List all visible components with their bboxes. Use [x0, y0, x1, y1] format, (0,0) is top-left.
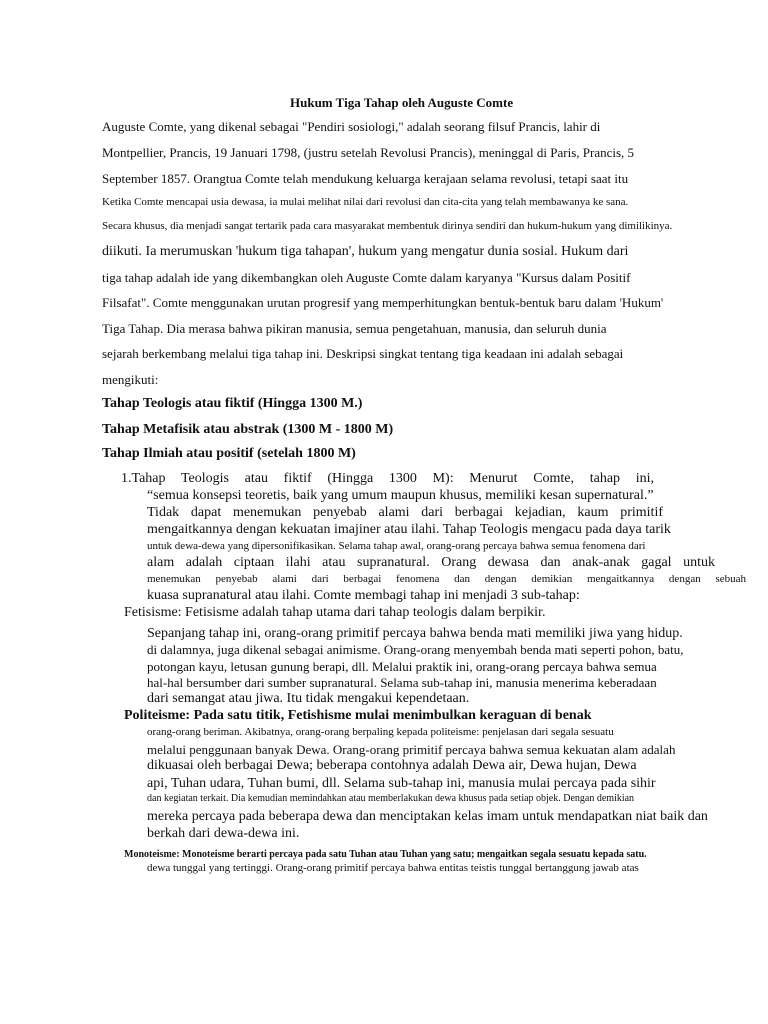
monoteisme-line-1: Monoteisme: Monoteisme berarti percaya pada satu Tuhan atau Tuhan yang satu; mengaitkan segala sesuatu kepada satu. — [124, 849, 647, 860]
intro-line-6: diikuti. Ia merumuskan 'hukum tiga tahapan', hukum yang mengatur dunia sosial. Hukum dari — [102, 244, 629, 259]
fetisisme-line-2: Sepanjang tahap ini, orang-orang primitif percaya bahwa benda mati memiliki jiwa yang hidup. — [147, 626, 683, 641]
politeisme-line-4: dikuasai oleh berbagai Dewa; beberapa contohnya adalah Dewa air, Dewa hujan, Dewa — [147, 758, 637, 773]
fetisisme-line-6: dari semangat atau jiwa. Itu tidak mengakui kependetaan. — [147, 691, 470, 706]
politeisme-item — [124, 708, 591, 724]
stage-heading-metaphysical: Tahap Metafisik atau abstrak (1300 M - 1800 M) — [102, 422, 394, 437]
intro-line-9: Tiga Tahap. Dia merasa bahwa pikiran manusia, semua pengetahuan, manusia, dan seluruh dunia — [102, 321, 607, 336]
intro-line-2: Montpellier, Prancis, 19 Januari 1798, (justru setelah Revolusi Prancis), meninggal di Paris, Prancis, 5 — [102, 145, 635, 160]
politeisme-line-6: dan kegiatan terkait. Dia kemudian memindahkan atau memberlakukan dewa khusus pada setiap objek. Dengan demikian — [147, 793, 635, 804]
fetisisme-line-3: di dalamnya, juga dikenal sebagai animisme. Orang-orang menyembah benda mati seperti pohon, batu, — [147, 642, 684, 657]
intro-line-4: Ketika Comte mencapai usia dewasa, ia mulai melihat nilai dari revolusi dan cita-cita yang telah membawanya ke sana. — [102, 196, 629, 208]
politeisme-line-7: mereka percaya pada beberapa dewa dan menciptakan kelas imam untuk mendapatkan niat baik dan — [147, 809, 708, 824]
politeisme-line-1: Politeisme: Pada satu titik, Fetishisme mulai menimbulkan keraguan di benak — [124, 708, 592, 723]
politeisme-line-8: berkah dari dewa-dewa ini. — [147, 826, 300, 841]
fetisisme-line-1: Fetisisme: Fetisisme adalah tahap utama dari tahap teologis dalam berpikir. — [124, 605, 546, 620]
intro-line-10: sejarah berkembang melalui tiga tahap ini. Deskripsi singkat tentang tiga keadaan ini adalah sebagai — [102, 346, 624, 361]
fetisisme-line-5: hal-hal bersumber dari sumber supranatural. Selama sub-tahap ini, manusia menerima keberadaan — [147, 675, 657, 690]
intro-line-5: Secara khusus, dia menjadi sangat tertarik pada cara masyarakat membentuk dirinya sendiri dan hukum-hukum yang dimilikinya. — [102, 220, 673, 232]
politeisme-line-3: melalui penggunaan banyak Dewa. Orang-orang primitif percaya bahwa semua kekuatan alam adalah — [147, 742, 676, 757]
fetisisme-line-4: potongan kayu, letusan gunung berapi, dll. Melalui praktik ini, orang-orang percaya bahwa semua — [147, 659, 657, 674]
intro-line-3: September 1857. Orangtua Comte telah mendukung keluarga kerajaan selama revolusi, tetapi saat itu — [102, 171, 629, 186]
item1-line-2: “semua konsepsi teoretis, baik yang umum maupun khusus, memiliki kesan supernatural.” — [147, 488, 654, 503]
monoteisme-item — [124, 845, 647, 861]
intro-line-1: Auguste Comte, yang dikenal sebagai "Pendiri sosiologi," adalah seorang filsuf Prancis, lahir di — [102, 119, 601, 134]
item1-line-1: 1.Tahap Teologis atau fiktif (Hingga 1300 M): Menurut Comte, tahap ini, — [121, 471, 654, 486]
fetisisme-item — [124, 605, 545, 621]
item1-line-4: mengaitkannya dengan kekuatan imajiner atau ilahi. Tahap Teologis mengacu pada daya tarik — [147, 522, 671, 537]
document-title: Hukum Tiga Tahap oleh Auguste Comte — [290, 95, 514, 110]
intro-line-8: Filsafat". Comte menggunakan urutan progresif yang memperhitungkan bentuk-bentuk baru dalam 'Hukum' — [102, 295, 664, 310]
item1-line-5: untuk dewa-dewa yang dipersonifikasikan. Selama tahap awal, orang-orang percaya bahwa semua fenomena dari — [147, 540, 646, 552]
item1-line-8: kuasa supranatural atau ilahi. Comte membagi tahap ini menjadi 3 sub-tahap: — [147, 588, 580, 603]
item1-line-6: alam adalah ciptaan ilahi atau supranatural. Orang dewasa dan anak-anak gagal untuk — [147, 555, 715, 570]
item1-line-7: menemukan penyebab alami dari berbagai fenomena dan dengan demikian mengaitkannya dengan sebuah — [147, 573, 746, 585]
politeisme-line-2: orang-orang beriman. Akibatnya, orang-orang berpaling kepada politeisme: penjelasan dari segala sesuatu — [147, 726, 614, 738]
stage-heading-theological: Tahap Teologis atau fiktif (Hingga 1300 M.) — [102, 396, 363, 411]
monoteisme-line-2: dewa tunggal yang tertinggi. Orang-orang primitif percaya bahwa entitas teistis tunggal bertanggung jawab atas — [147, 862, 639, 874]
item1-line-3: Tidak dapat menemukan penyebab alami dari berbagai kejadian, kaum primitif — [147, 505, 663, 520]
intro-line-11: mengikuti: — [102, 372, 159, 387]
politeisme-line-5: api, Tuhan udara, Tuhan bumi, dll. Selama sub-tahap ini, manusia mulai percaya pada sihir — [147, 776, 656, 791]
intro-line-7: tiga tahap adalah ide yang dikembangkan oleh Auguste Comte dalam karyanya "Kursus dalam Positif — [102, 270, 631, 285]
stage-heading-positive: Tahap Ilmiah atau positif (setelah 1800 M) — [102, 446, 356, 461]
